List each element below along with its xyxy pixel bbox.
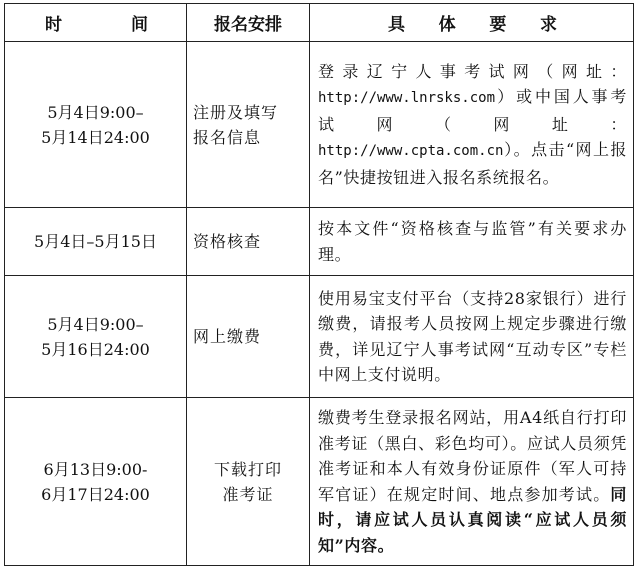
table-row <box>5 398 634 566</box>
header-time: 时 间 <box>5 4 187 42</box>
url-lnrsks-link[interactable]: http://www.lnrsks.com <box>318 90 496 107</box>
table-header-row <box>5 4 634 42</box>
table-row <box>5 276 634 398</box>
url-cpta-link[interactable]: http://www.cpta.com.cn <box>318 143 504 160</box>
registration-schedule-table <box>4 3 634 566</box>
arrangement-cell: 下载打印 准考证 <box>187 398 310 566</box>
time-cell: 5月4日–5月15日 <box>5 208 187 276</box>
table-row <box>5 208 634 276</box>
requirements-cell: 按本文件“资格核查与监管”有关要求办理。 <box>310 208 634 276</box>
time-cell: 5月4日9:00– 5月14日24:00 <box>5 42 187 208</box>
arrangement-cell: 网上缴费 <box>187 276 310 398</box>
time-cell: 6月13日9:00- 6月17日24:00 <box>5 398 187 566</box>
header-requirements: 具 体 要 求 <box>310 4 634 42</box>
table-row <box>5 42 634 208</box>
requirements-cell: 使用易宝支付平台（支持28家银行）进行缴费，请报考人员按网上规定步骤进行缴费，详见辽宁人事考试网“互动专区”专栏中网上支付说明。 <box>310 276 634 398</box>
arrangement-cell: 注册及填写 报名信息 <box>187 42 310 208</box>
notice-bold-text: 同时，请应试人员认真阅读“应试人员须知”内容。 <box>318 484 627 555</box>
arrangement-cell: 资格核查 <box>187 208 310 276</box>
requirements-cell: 缴费考生登录报名网站，用A4纸自行打印准考证（黑白、彩色均可）。应试人员须凭准考证和本人有效身份证原件（军人可持军官证）在规定时间、地点参加考试。同时，请应试人员认真阅读“应试人员须知”内容。 <box>310 398 634 566</box>
header-arrangement: 报名安排 <box>187 4 310 42</box>
requirements-cell: 登录辽宁人事考试网（网址：http://www.lnrsks.com）或中国人事考试网（网址：http://www.cpta.com.cn）。点击“网上报名”快捷按钮进入报名系统报名。 <box>310 42 634 208</box>
time-cell: 5月4日9:00– 5月16日24:00 <box>5 276 187 398</box>
